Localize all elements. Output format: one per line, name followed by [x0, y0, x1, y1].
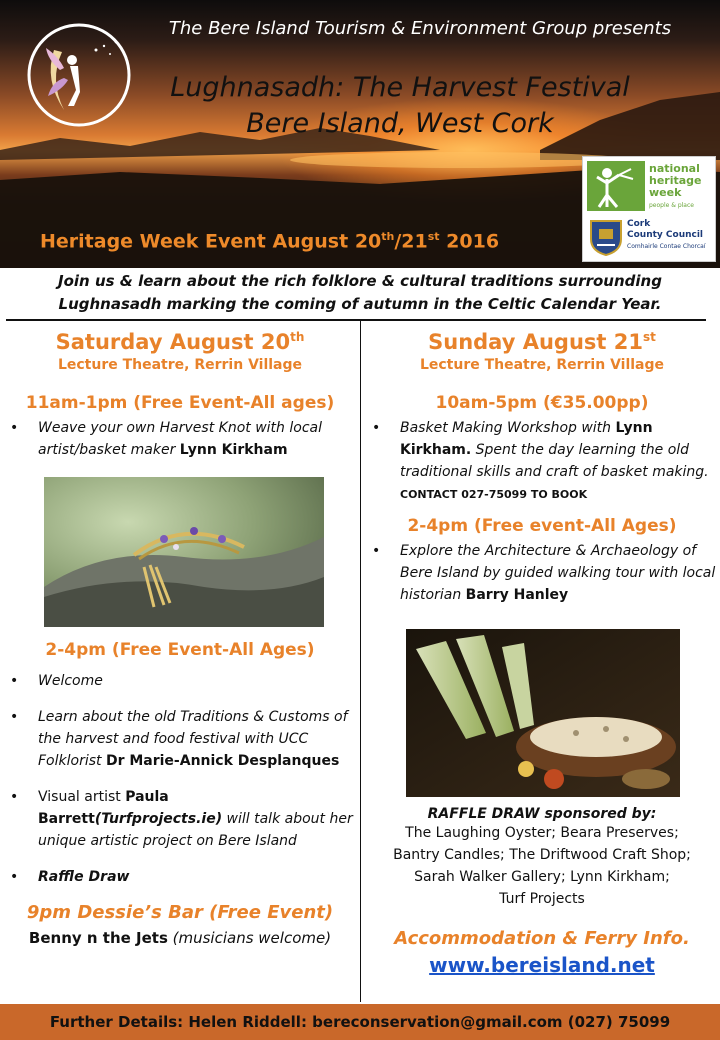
- band-note: (musicians welcome): [167, 929, 332, 947]
- fairy-logo-icon: [24, 20, 134, 130]
- event-title: [140, 70, 660, 142]
- list-item: [4, 786, 356, 852]
- cork-county-crest-icon: [589, 217, 623, 257]
- website-link[interactable]: www.bereisland.net: [429, 953, 655, 977]
- ccc-irish-name: Comhairle Contae Chorcaí: [627, 243, 706, 250]
- sunday-heading: [366, 324, 718, 355]
- list-item: [4, 866, 356, 888]
- sunday-day-sup: st: [642, 330, 656, 344]
- sponsor-line: Sarah Walker Gallery; Lynn Kirkham;: [414, 869, 670, 885]
- intro-line-2: Lughnasadh marking the coming of autumn in the Celtic Calendar Year.: [58, 295, 662, 313]
- nhw-line-1: national: [649, 162, 700, 175]
- bullet-icon: •: [372, 420, 381, 436]
- raffle-heading: RAFFLE DRAW sponsored by:: [427, 806, 657, 822]
- bullet-icon: •: [10, 673, 19, 689]
- basket-name: Lynn Kirkham.: [400, 420, 653, 458]
- visual-text-b: will talk about her unique artistic project on Bere Island: [38, 811, 353, 849]
- visual-name: Paula Barrett: [38, 789, 169, 827]
- evening-event: 9pm Dessie’s Bar (Free Event): [26, 902, 334, 923]
- raffle-text: Raffle Draw: [38, 869, 130, 885]
- bullet-icon: •: [10, 789, 19, 805]
- tour-name: Barry Hanley: [465, 587, 569, 603]
- event-date-mid: /21: [394, 230, 428, 253]
- sunday-raffle: [366, 806, 718, 977]
- sunday-day-text: Sunday August 21: [428, 330, 643, 354]
- saturday-afternoon: [4, 640, 356, 947]
- event-date-sup-1: th: [381, 230, 395, 243]
- sunday-venue: Lecture Theatre, Rerrin Village: [419, 357, 665, 373]
- title-line-1: Lughnasadh: The Harvest Festival: [170, 72, 630, 103]
- sunday-column: [366, 322, 718, 606]
- saturday-slot-2: 2-4pm (Free Event-All Ages): [45, 640, 315, 660]
- nhw-line-3: week: [649, 186, 682, 199]
- heritage-week-dates: [40, 230, 580, 252]
- sponsor-line: Turf Projects: [499, 891, 585, 907]
- event-date-suffix: 2016: [439, 230, 500, 253]
- heritage-week-tree-icon: [587, 161, 645, 211]
- heritage-week-label: [649, 163, 717, 199]
- raffle-sponsors: [366, 822, 718, 910]
- knot-name: Lynn Kirkham: [179, 442, 288, 458]
- harvest-knot-photo: [44, 477, 324, 627]
- horizontal-divider: [6, 319, 706, 321]
- list-item: [366, 417, 718, 506]
- column-divider: [360, 320, 361, 1002]
- sponsor-line: The Laughing Oyster; Beara Preserves;: [405, 825, 679, 841]
- sunday-slot-1: 10am-5pm (€35.00pp): [435, 393, 649, 413]
- band-name: Benny n the Jets: [28, 929, 168, 947]
- ccc-line-1: Cork: [627, 219, 651, 229]
- visual-website: (Turfprojects.ie): [94, 811, 223, 827]
- saturday-column: [4, 322, 356, 461]
- bullet-icon: •: [10, 869, 19, 885]
- traditions-text: Learn about the old Traditions & Customs of the harvest and food festival with UCC Folklorist: [38, 709, 348, 769]
- ccc-line-2: County Council: [627, 230, 704, 240]
- basket-text-a: Basket Making Workshop with: [400, 420, 616, 436]
- list-item: [4, 670, 356, 692]
- saturday-day-text: Saturday August 20: [55, 330, 291, 354]
- event-date-prefix: Heritage Week Event August 20: [40, 230, 382, 253]
- list-item: [4, 417, 356, 461]
- footer-contact: Further Details: Helen Riddell: bereconservation@gmail.com (027) 75099: [0, 1004, 720, 1040]
- list-item: [366, 540, 718, 606]
- saturday-heading: [4, 324, 356, 355]
- cork-county-label: [627, 219, 715, 241]
- bullet-icon: •: [372, 543, 381, 559]
- saturday-day-sup: th: [290, 330, 305, 344]
- visual-text-a: Visual artist: [38, 789, 126, 805]
- band-line: [4, 929, 356, 947]
- title-line-2: Bere Island, West Cork: [246, 108, 554, 139]
- tour-text: Explore the Architecture & Archaeology of Bere Island by guided walking tour with local historian: [400, 543, 716, 603]
- basket-text-b: Spent the day learning the old traditional skills and craft of basket making.: [400, 442, 709, 480]
- sponsor-badges: [582, 156, 716, 262]
- bullet-icon: •: [10, 709, 19, 725]
- intro-line-1: Join us & learn about the rich folklore & cultural traditions surrounding: [58, 272, 662, 290]
- saturday-venue: Lecture Theatre, Rerrin Village: [57, 357, 303, 373]
- nhw-line-2: heritage: [649, 174, 702, 187]
- nhw-tagline: people & place: [649, 202, 694, 209]
- hero-banner: [0, 0, 720, 268]
- presenter-line: The Bere Island Tourism & Environment Group presents: [168, 18, 672, 39]
- basket-contact: CONTACT 027-75099 TO BOOK: [400, 488, 588, 501]
- sunday-slot-2: 2-4pm (Free event-All Ages): [407, 516, 677, 536]
- traditions-name: Dr Marie-Annick Desplanques: [105, 753, 340, 769]
- saturday-slot-1: 11am-1pm (Free Event-All ages): [25, 393, 335, 413]
- welcome-text: Welcome: [38, 673, 103, 689]
- sponsor-line: Bantry Candles; The Driftwood Craft Shop;: [393, 847, 691, 863]
- harvest-food-photo: [406, 629, 680, 797]
- bullet-icon: •: [10, 420, 19, 436]
- intro-text: [0, 270, 720, 316]
- knot-text: Weave your own Harvest Knot with local artist/basket maker: [38, 420, 322, 458]
- event-date-sup-2: st: [427, 230, 440, 243]
- list-item: [4, 706, 356, 772]
- accommodation-heading: Accommodation & Ferry Info.: [394, 928, 690, 949]
